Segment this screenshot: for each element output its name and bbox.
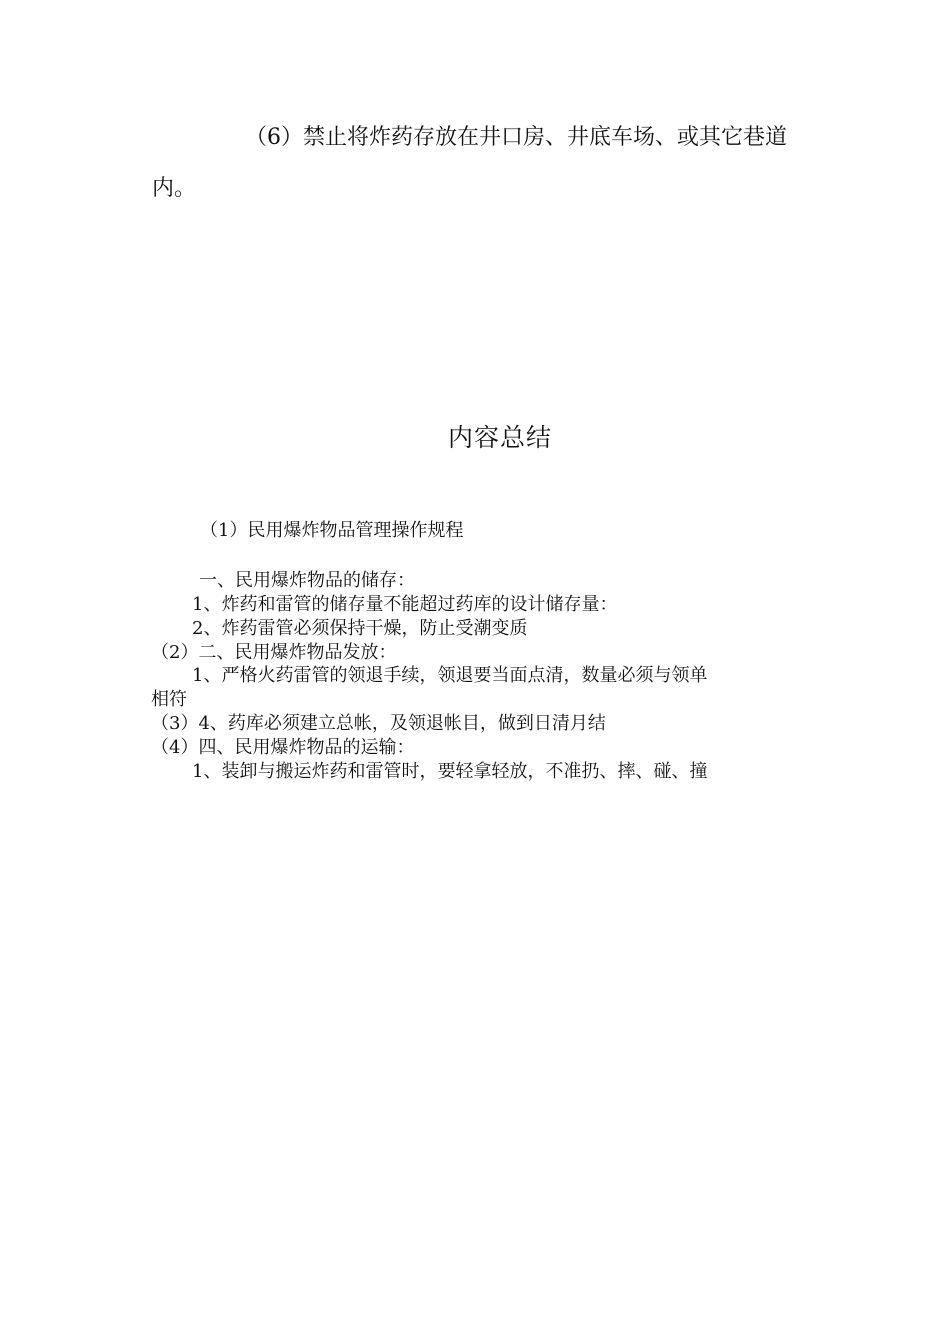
paragraph-line-1: （6）禁止将炸药存放在井口房、井底车场、或其它巷道 <box>245 125 787 150</box>
summary-line: 一、民用爆炸物品的储存： <box>199 570 415 591</box>
summary-line: 1、严格火药雷管的领退手续，领退要当面点清，数量必须与领单 <box>192 665 708 686</box>
summary-title: 内容总结 <box>448 423 553 452</box>
summary-line: 2、炸药雷管必须保持干燥，防止受潮变质 <box>192 618 528 639</box>
summary-line: 1、炸药和雷管的储存量不能超过药库的设计储存量： <box>192 594 618 615</box>
paragraph-line-2: 内。 <box>152 176 197 201</box>
summary-line: 1、装卸与搬运炸药和雷管时，要轻拿轻放，不准扔、摔、碰、撞 <box>192 761 708 782</box>
summary-line: （2）二、民用爆炸物品发放： <box>151 642 397 663</box>
summary-line: （3）4、药库必须建立总帐，及领退帐目，做到日清月结 <box>151 713 606 734</box>
summary-line: 相符 <box>151 689 187 710</box>
summary-heading: （1）民用爆炸物品管理操作规程 <box>200 520 464 541</box>
summary-line: （4）四、民用爆炸物品的运输： <box>151 737 415 758</box>
